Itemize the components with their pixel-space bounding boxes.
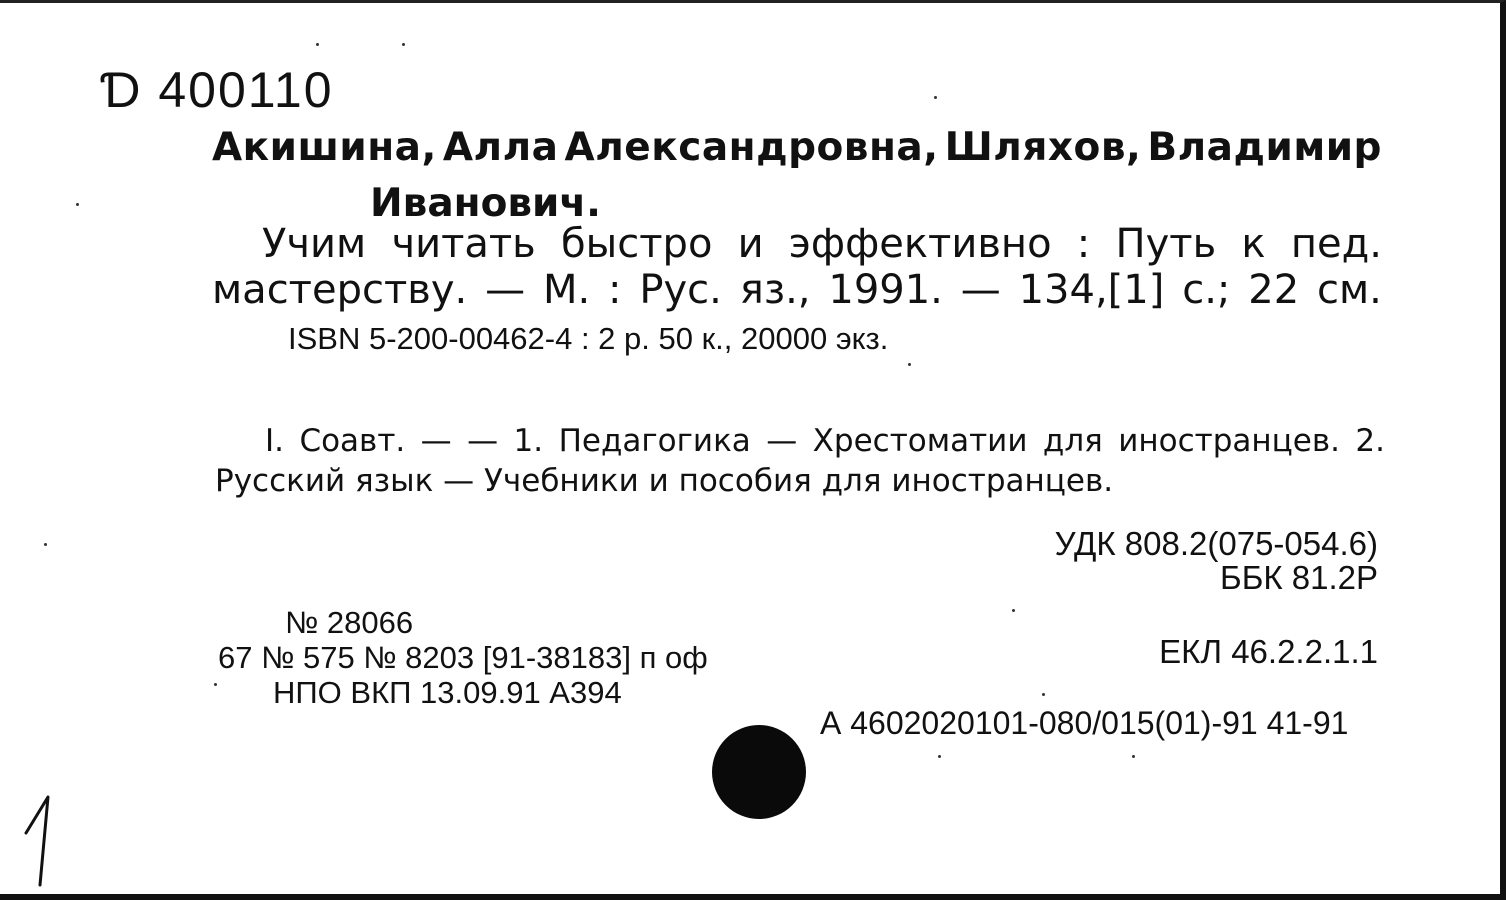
title-word: читать [391,221,536,267]
handwritten-number [18,793,68,893]
subject-word: 1. [513,423,544,459]
author-word: Владимир [1147,125,1382,170]
a-code: А 4602020101-080/015(01)-91 41-91 [820,705,1349,741]
npo-line: НПО ВКП 13.09.91 А394 [273,675,622,710]
title-word: см. [1317,267,1382,313]
udk-code: УДК 808.2(075-054.6) [1054,525,1378,562]
subject-word: Хрестоматии [812,423,1028,459]
dust-speck [938,755,941,758]
bbk-code: ББК 81.2Р [1220,559,1378,596]
title-word: — [485,267,526,313]
subject-word: иностранцев. [1118,423,1340,459]
dust-speck [1042,693,1045,696]
dust-speck [1132,755,1135,758]
isbn-line: ISBN 5-200-00462-4 : 2 р. 50 к., 20000 экз. [288,321,889,356]
subject-word: — [467,423,499,459]
dust-speck [934,96,937,99]
print-line: 67 № 575 № 8203 [91-38183] п оф [218,640,708,675]
title-word: Путь [1115,221,1217,267]
title-word: 1991. [828,267,943,313]
title-word: — [960,267,1001,313]
subject-word: Педагогика [558,423,751,459]
subject-word: I. [265,423,284,459]
dust-speck [1012,609,1015,612]
shelf-mark: Ɗ 400110 [100,62,334,118]
title-word: Рус. [639,267,722,313]
title-word: эффективно [788,221,1052,267]
title-word: к [1241,221,1266,267]
subject-word: Соавт. [299,423,406,459]
subject-word: — [420,423,452,459]
author-word: Акишина, [212,125,437,170]
title-word: 134,[1] [1018,267,1165,313]
title-line-2 [212,267,1382,313]
title-word: мастерству. [212,267,468,313]
author-word: Алла [442,125,559,170]
dust-speck [908,363,911,366]
dust-speck [214,683,217,686]
ekl-code: ЕКЛ 46.2.2.1.1 [1159,633,1378,670]
author-word: Александровна, [564,125,939,170]
title-word: пед. [1290,221,1382,267]
subjects-line-2: Русский язык — Учебники и пособия для иностранцев. [215,463,1114,499]
dust-speck [402,43,405,46]
title-line-1 [262,221,1382,267]
title-word: 22 [1248,267,1300,313]
title-word: и [737,221,764,267]
title-word: Учим [262,221,367,267]
title-word: : [608,267,622,313]
author-word: Шляхов, [944,125,1142,170]
authors-line-1 [212,125,1382,170]
dust-speck [44,543,47,546]
punch-hole [712,725,806,819]
title-word: : [1076,221,1091,267]
subject-word: 2. [1355,423,1385,459]
title-word: быстро [561,221,713,267]
authors-line-2: Иванович. [370,181,601,226]
title-word: М. [542,267,591,313]
dust-speck [76,203,79,206]
subject-word: — [766,423,798,459]
order-number: № 28066 [285,605,414,640]
dust-speck [316,43,319,46]
title-word: с.; [1182,267,1231,313]
subject-word: для [1042,423,1103,459]
subjects-line-1 [265,423,1385,459]
title-word: яз., [739,267,811,313]
